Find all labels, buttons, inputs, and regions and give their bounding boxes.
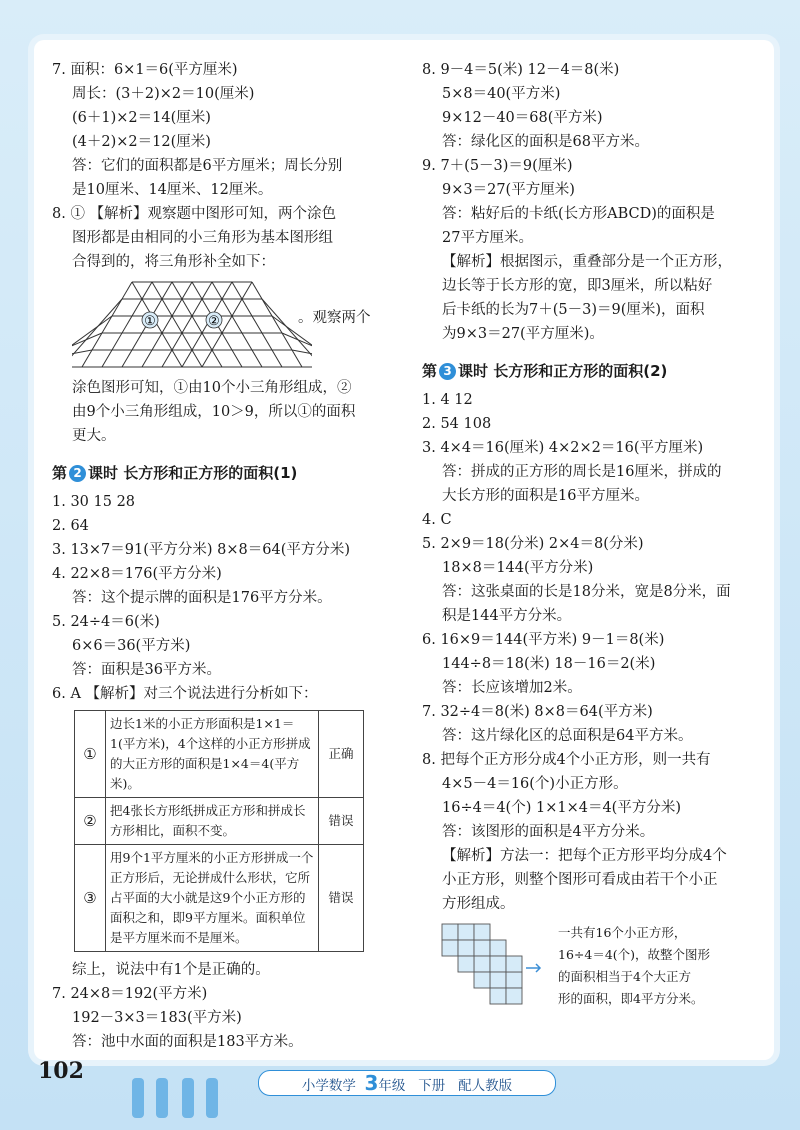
table-row	[75, 845, 364, 952]
figure-label-1: ①	[144, 314, 156, 329]
s2-line-6: 5. 24÷4＝6(米)	[52, 614, 160, 630]
section-2-badge: 2	[69, 465, 86, 482]
section-3-title: 课时 长方形和正方形的面积(2)	[458, 362, 668, 380]
r1-line-9: 【解析】根据图示，重叠部分是一个正方形，	[442, 254, 732, 270]
section-2-prefix: 第	[52, 464, 68, 482]
q7-line-6: 是10厘米、14厘米、12厘米。	[72, 182, 273, 198]
r1-line-1: 8. 9－4＝5(米) 12－4＝8(米)	[422, 62, 620, 78]
q8-line-4: 涂色图形可知，①由10个小三角形组成，②	[72, 380, 352, 396]
s2-line-11: 7. 24×8＝192(平方米)	[52, 986, 208, 1002]
r1-line-4: 答：绿化区的面积是68平方米。	[442, 134, 649, 150]
s2-line-3: 3. 13×7＝91(平方分米) 8×8＝64(平方分米)	[52, 542, 351, 558]
table-text: 边长1米的小正方形面积是1×1＝1(平方米)，4个这样的小正方形拼成的大正方形的面积是1×4＝4(平方米)。	[106, 711, 319, 798]
q8-line-1: 8. ① 【解析】观察题中图形可知，两个涂色	[52, 206, 337, 222]
r2-line-21: 小正方形，则整个图形可看成由若干个小正	[442, 872, 718, 888]
r2-line-13: 答：长应该增加2米。	[442, 680, 582, 696]
r2-line-14: 7. 32÷4＝8(米) 8×8＝64(平方米)	[422, 704, 653, 720]
r2-line-10: 积是144平方分米。	[442, 608, 572, 624]
r2-line-22: 方形组成。	[442, 896, 515, 912]
footer-banner	[258, 1070, 556, 1096]
r2-line-16: 8. 把每个正方形分成4个小正方形，则一共有	[422, 752, 711, 768]
s2-line-10: 综上，说法中有1个是正确的。	[72, 962, 270, 978]
r2-line-6: 4. C	[422, 512, 452, 528]
q7-line-5: 答：它们的面积都是6平方厘米；周长分别	[72, 158, 343, 174]
left-column	[52, 58, 390, 1054]
r1-line-2: 5×8＝40(平方米)	[442, 86, 561, 102]
right-column	[422, 58, 772, 1014]
r2-line-20: 【解析】方法一：把每个正方形平均分成4个	[442, 848, 727, 864]
section-heading-2	[52, 458, 390, 488]
binder-clip	[206, 1078, 218, 1118]
table-verdict: 正确	[319, 711, 364, 798]
r1-line-8: 27平方厘米。	[442, 230, 533, 246]
table-key: ③	[75, 845, 106, 952]
r2-line-8: 18×8＝144(平方分米)	[442, 560, 594, 576]
r2-line-3: 3. 4×4＝16(厘米) 4×2×2＝16(平方厘米)	[422, 440, 704, 456]
q8-line-2: 图形都是由相同的小三角形为基本图形组	[72, 230, 333, 246]
s2-line-12: 192－3×3＝183(平方米)	[72, 1010, 242, 1026]
q7-line-3: (6＋1)×2＝14(厘米)	[72, 110, 211, 126]
r1-line-6: 9×3＝27(平方厘米)	[442, 182, 575, 198]
binder-clip	[156, 1078, 168, 1118]
s2-line-5: 答：这个提示牌的面积是176平方分米。	[72, 590, 332, 606]
r1-line-3: 9×12－40＝68(平方米)	[442, 110, 603, 126]
s2-line-13: 答：池中水面的面积是183平方米。	[72, 1034, 303, 1050]
r1-line-10: 边长等于长方形的宽，即3厘米，所以粘好	[442, 278, 713, 294]
table-row	[75, 798, 364, 845]
r2-line-15: 答：这片绿化区的总面积是64平方米。	[442, 728, 693, 744]
q7-line-4: (4＋2)×2＝12(厘米)	[72, 134, 211, 150]
r2-line-11: 6. 16×9＝144(平方米) 9－1＝8(米)	[422, 632, 665, 648]
section-heading-3	[422, 356, 772, 386]
fig-text-1: 一共有16个小正方形，	[558, 925, 687, 940]
s2-line-1: 1. 30 15 28	[52, 494, 136, 510]
r2-line-18: 16÷4＝4(个) 1×1×4＝4(平方分米)	[442, 800, 681, 816]
footer-subject: 小学数学	[301, 1078, 356, 1094]
footer-term: 下册	[418, 1078, 446, 1094]
footer-grade: 年级	[378, 1078, 406, 1094]
binder-clip	[182, 1078, 194, 1118]
fig-text-3: 的面积相当于4个大正方	[558, 969, 691, 984]
section-3-badge: 3	[439, 363, 456, 380]
s2-line-4: 4. 22×8＝176(平方分米)	[52, 566, 222, 582]
triangle-figure-row	[52, 276, 390, 372]
r2-line-4: 答：拼成的正方形的周长是16厘米，拼成的	[442, 464, 722, 480]
r2-line-1: 1. 4 12	[422, 392, 473, 408]
footer-edition: 配人教版	[458, 1078, 513, 1094]
s2-line-2: 2. 64	[52, 518, 89, 534]
q7-line-1: 7. 面积：6×1＝6(平方厘米)	[52, 62, 238, 78]
q8-line-3: 合得到的，将三角形补全如下：	[72, 254, 275, 270]
squares-figure-text	[558, 922, 710, 1010]
r1-line-7: 答：粘好后的卡纸(长方形ABCD)的面积是	[442, 206, 715, 222]
q8-line-6: 更大。	[72, 428, 116, 444]
section-2-title: 课时 长方形和正方形的面积(1)	[88, 464, 298, 482]
binder-clip	[132, 1078, 144, 1118]
r1-line-11: 后卡纸的长为7＋(5－3)＝9(厘米)，面积	[442, 302, 705, 318]
s2-line-9: 6. A 【解析】对三个说法进行分析如下：	[52, 686, 318, 702]
squares-figure-row	[422, 922, 772, 1014]
table-text: 把4张长方形纸拼成正方形和拼成长方形相比，面积不变。	[106, 798, 319, 845]
r2-line-17: 4×5－4＝16(个)小正方形。	[442, 776, 628, 792]
table-verdict: 错误	[319, 798, 364, 845]
table-row	[75, 711, 364, 798]
squares-figure	[440, 922, 550, 1010]
triangle-grid-figure	[72, 278, 312, 370]
q8-line-5: 由9个小三角形组成，10＞9，所以①的面积	[72, 404, 356, 420]
fig-text-4: 形的面积，即4平方分米。	[558, 991, 704, 1006]
section-3-prefix: 第	[422, 362, 438, 380]
q7-line-2: 周长：(3＋2)×2＝10(厘米)	[72, 86, 255, 102]
r2-line-7: 5. 2×9＝18(分米) 2×4＝8(分米)	[422, 536, 644, 552]
r2-line-19: 答：该图形的面积是4平方分米。	[442, 824, 655, 840]
r1-line-5: 9. 7＋(5－3)＝9(厘米)	[422, 158, 573, 174]
table-text: 用9个1平方厘米的小正方形拼成一个正方形后，无论拼成什么形状，它所占平面的大小就是这9个小正方形的面积之和，即9平方厘米。面积单位是平方厘米而不是厘米。	[106, 845, 319, 952]
footer-grade-number: 3	[364, 1071, 379, 1095]
r1-line-12: 为9×3＝27(平方厘米)。	[442, 326, 604, 342]
fig-text-2: 16÷4＝4(个)，故整个图形	[558, 947, 711, 962]
q8-figure-caption: 。观察两个	[298, 310, 371, 326]
r2-line-5: 大长方形的面积是16平方厘米。	[442, 488, 649, 504]
analysis-table	[74, 710, 364, 952]
page-number: 102	[38, 1058, 84, 1084]
s2-line-7: 6×6＝36(平方米)	[72, 638, 191, 654]
r2-line-2: 2. 54 108	[422, 416, 492, 432]
r2-line-9: 答：这张桌面的长是18分米，宽是8分米，面	[442, 584, 731, 600]
s2-line-8: 答：面积是36平方米。	[72, 662, 221, 678]
r2-line-12: 144÷8＝18(米) 18－16＝2(米)	[442, 656, 656, 672]
table-key: ①	[75, 711, 106, 798]
figure-label-2: ②	[208, 314, 220, 329]
table-key: ②	[75, 798, 106, 845]
table-verdict: 错误	[319, 845, 364, 952]
